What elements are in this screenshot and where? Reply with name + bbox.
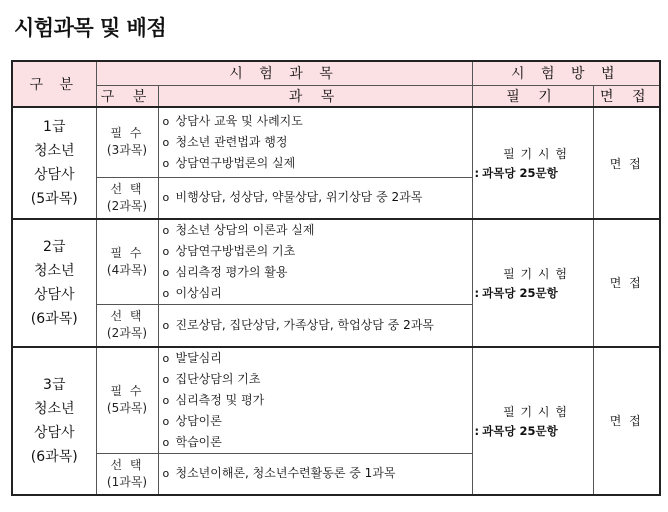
subject-text: 청소년 관련법과 행정	[175, 134, 288, 149]
written-exam-title: 필 기 시 험	[503, 147, 568, 161]
interview-cell: 면 접	[593, 219, 660, 347]
subject-item	[163, 153, 472, 174]
subject-item	[163, 315, 472, 336]
required-category-label: 필 수	[110, 246, 144, 260]
bullet-icon: o	[162, 266, 170, 279]
subject-item	[163, 369, 472, 390]
bullet-icon: o	[162, 224, 170, 237]
subject-text: 상담사 교육 및 사례지도	[175, 113, 303, 128]
exam-subjects-table	[11, 60, 661, 496]
bullet-icon: o	[162, 287, 170, 300]
grade-name	[12, 347, 96, 496]
header-sub-gubun: 구 분	[96, 85, 158, 107]
subject-item	[163, 390, 472, 411]
elective-category-label: 선 택	[110, 309, 144, 324]
grade-name-line: (6과목)	[30, 448, 78, 465]
bullet-icon: o	[162, 435, 170, 449]
written-exam-cell	[472, 219, 593, 347]
subject-text: 이상심리	[175, 286, 222, 300]
required-subject-list	[158, 219, 472, 305]
grade-name-line: 상담사	[33, 424, 75, 441]
bullet-icon: o	[162, 351, 170, 365]
grade-name	[12, 219, 96, 347]
required-category-label: 필 수	[110, 126, 144, 141]
elective-category	[96, 177, 158, 219]
subject-text: 비행상담, 성상담, 약물상담, 위기상담 중 2과목	[175, 190, 423, 205]
written-exam-title: 필 기 시 험	[503, 404, 568, 419]
subject-text: 발달심리	[175, 350, 222, 365]
subject-text: 심리측정 평가의 활용	[175, 265, 288, 279]
grade-name-line: 상담사	[33, 167, 75, 183]
header-method-group: 시 험 방 법	[472, 61, 660, 85]
interview-cell: 면 접	[593, 347, 660, 496]
bullet-icon: o	[162, 245, 170, 258]
written-exam-cell	[472, 347, 593, 496]
subject-item	[163, 283, 472, 304]
required-category	[96, 347, 158, 454]
bullet-icon: o	[162, 414, 170, 428]
header-subjects: 과 목	[158, 85, 472, 107]
note-marker: :	[474, 423, 480, 438]
written-exam-note	[473, 284, 593, 302]
required-category-count: (5과목)	[106, 401, 148, 415]
subject-text: 심리측정 및 평가	[175, 392, 265, 407]
subject-item	[163, 348, 472, 369]
bullet-icon: o	[162, 156, 170, 170]
elective-category-count: (2과목)	[106, 198, 148, 213]
written-exam-note	[473, 164, 593, 182]
written-exam-title: 필 기 시 험	[503, 266, 568, 281]
subject-text: 학습이론	[175, 434, 222, 449]
note-marker: :	[474, 285, 480, 300]
subject-item	[163, 220, 472, 241]
header-written: 필 기	[472, 85, 593, 107]
grade-name-line: 청소년	[33, 400, 75, 417]
bullet-icon: o	[162, 467, 170, 481]
written-exam-note-text: 과목당 25문항	[482, 285, 558, 300]
subject-item	[163, 132, 472, 153]
elective-category	[96, 305, 158, 347]
subject-item	[163, 411, 472, 432]
subject-text: 상담연구방법론의 기초	[175, 244, 296, 258]
elective-subject-list	[158, 305, 472, 347]
bullet-icon: o	[162, 318, 170, 332]
subject-text: 청소년 상담의 이론과 실제	[175, 223, 315, 237]
header-subjects-group: 시 험 과 목	[96, 61, 472, 85]
required-category-count: (4과목)	[106, 263, 148, 277]
elective-subject-list	[158, 177, 472, 219]
header-gubun: 구 분	[12, 61, 96, 107]
grade-name-line: (5과목)	[30, 191, 78, 207]
required-category	[96, 107, 158, 177]
elective-category	[96, 453, 158, 495]
written-exam-note-text: 과목당 25문항	[482, 166, 558, 180]
elective-category-label: 선 택	[110, 181, 144, 196]
subject-item	[163, 463, 472, 484]
bullet-icon: o	[162, 372, 170, 386]
elective-category-count: (2과목)	[106, 326, 148, 341]
subject-item	[163, 432, 472, 453]
grade-name-line: 청소년	[33, 262, 75, 279]
required-category-count: (3과목)	[106, 143, 148, 158]
written-exam-cell	[472, 107, 593, 219]
grade-name-line: 상담사	[33, 286, 75, 303]
grade-name	[12, 107, 96, 219]
page-title: 시험과목 및 배점	[14, 16, 167, 40]
bullet-icon: o	[162, 393, 170, 407]
subject-text: 집단상담의 기초	[175, 371, 261, 386]
note-marker: :	[474, 166, 480, 180]
written-exam-note-text: 과목당 25문항	[482, 423, 558, 438]
subject-item	[163, 111, 472, 132]
subject-text: 청소년이해론, 청소년수련활동론 중 1과목	[175, 466, 396, 481]
written-exam-note	[473, 422, 593, 440]
required-category-label: 필 수	[110, 384, 144, 398]
bullet-icon: o	[162, 114, 170, 128]
grade-name-line: 3급	[43, 376, 66, 393]
elective-category-label: 선 택	[110, 457, 144, 472]
grade-rows	[12, 107, 660, 495]
grade-name-line: 2급	[43, 238, 66, 255]
subject-text: 진로상담, 집단상담, 가족상담, 학업상담 중 2과목	[175, 317, 434, 332]
subject-text: 상담연구방법론의 실제	[175, 155, 296, 170]
grade-name-line: (6과목)	[30, 310, 78, 327]
elective-subject-list	[158, 453, 472, 495]
bullet-icon: o	[162, 191, 170, 205]
grade-name-line: 청소년	[33, 143, 75, 159]
elective-category-count: (1과목)	[106, 474, 148, 489]
subject-item	[163, 241, 472, 262]
required-subject-list	[158, 347, 472, 454]
required-category	[96, 219, 158, 305]
required-subject-list	[158, 107, 472, 177]
subject-text: 상담이론	[175, 413, 222, 428]
grade-name-line: 1급	[43, 119, 66, 135]
header-interview: 면 접	[593, 85, 660, 107]
subject-item	[163, 262, 472, 283]
subject-item	[163, 187, 472, 208]
bullet-icon: o	[162, 135, 170, 149]
interview-cell: 면 접	[593, 107, 660, 219]
